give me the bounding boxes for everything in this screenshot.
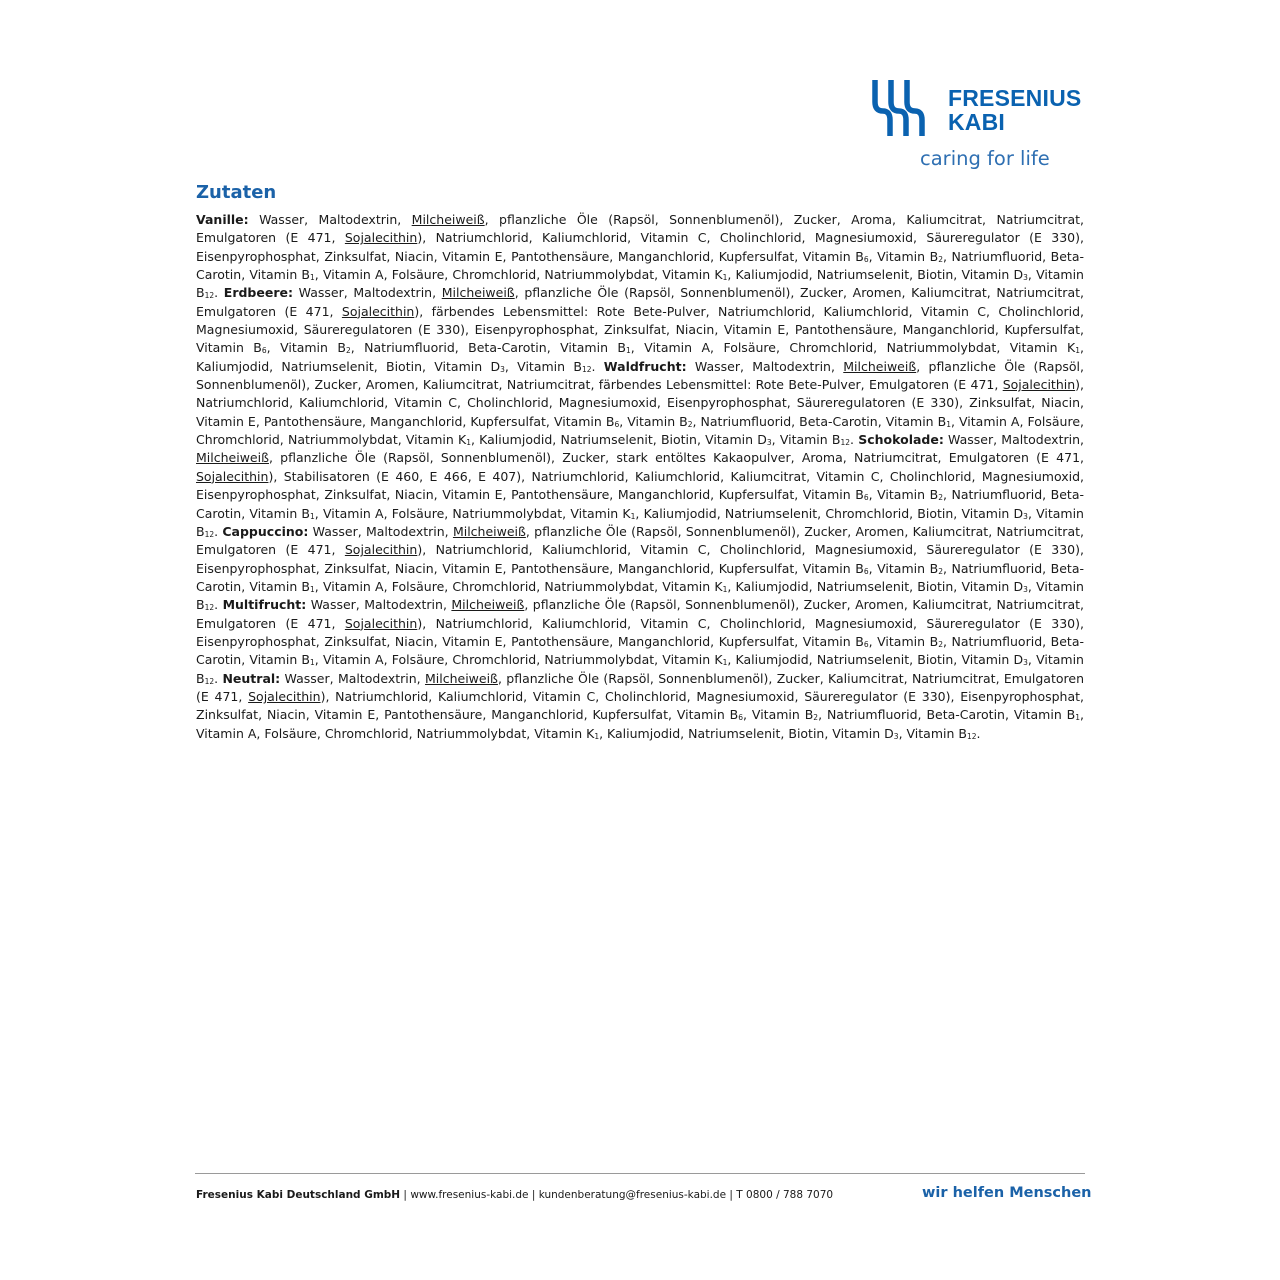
allergen: Sojalecithin xyxy=(1002,377,1076,393)
vitamin-subscript: 12 xyxy=(204,676,215,686)
brand-line-2: KABI xyxy=(948,109,1006,135)
allergen: Milcheiweiß xyxy=(196,450,269,466)
vitamin-subscript: 6 xyxy=(863,254,869,264)
vitamin-subscript: 6 xyxy=(261,346,267,356)
allergen: Sojalecithin xyxy=(248,688,321,704)
vitamin-subscript: 12 xyxy=(204,529,215,539)
fresenius-kabi-wave-icon xyxy=(870,78,930,138)
allergen: Milcheiweiß xyxy=(441,285,515,301)
vitamin-subscript: 2 xyxy=(938,493,943,503)
allergen: Milcheiweiß xyxy=(424,670,498,686)
brand-tagline: caring for life xyxy=(920,147,1050,170)
ingredients-text: Vanille: Wasser, Maltodextrin, Milcheiweiß, pflanzliche Öle (Rapsöl, Sonnenblumenöl), Zucker, Aroma, Kaliumcitrat, Natriumcitrat, Emulgatoren (E 471, Sojalecithin), Natriumchlorid, Kaliumchlorid, Vitamin C, Cholinchlorid, Magnesiumoxid, Säureregulator (E 330), Eisenpyrophosphat, Zinksulfat, Niacin, Vitamin E, Pantothensäure, Manganchlorid, Kupfersulfat, Vitamin $B_6$, Vitamin $B_2$, Natriumfluorid, Beta-Carotin, Vitamin $B_1$, Vitamin A, Folsäure, Chromchlorid, Natriummolybdat, Vitamin $K_1$, Kaliumjodid, Natriumselenit, Biotin, Vitamin $D_3$, Vitamin $B_{12}$. Erdbeere: Wasser, Maltodextrin, Milcheiweiß, pflanzliche Öle (Rapsöl, Sonnenblumenöl), Zucker, Aromen, Kaliumcitrat, Natriumcitrat, Emulgatoren (E 471, Sojalecithin), färbendes Lebensmittel: Rote Bete-Pulver, Natriumchlorid, Kaliumchlorid, Vitamin C, Cholinchlorid, Magnesiumoxid, Säureregulatoren (E 330), Eisenpyrophosphat, Zinksulfat, Niacin, Vitamin E, Pantothensäure, Manganchlorid, Kupfersulfat, Vitamin $B_6$, Vitamin $B_2$, Natriumfluorid, Beta-Carotin, Vitamin $B_1$, Vitamin A, Folsäure, Chromchlorid, Natriummolybdat, Vitamin $K_1$, Kaliumjodid, Natriumselenit, Biotin, Vitamin $D_3$, Vitamin $B_{12}$. Waldfrucht: Wasser, Maltodextrin, Milcheiweiß, pflanzliche Öle (Rapsöl, Sonnenblumenöl), Zucker, Aromen, Kaliumcitrat, Natriumcitrat, färbendes Lebensmittel: Rote Bete-Pulver, Emulgatoren (E 471, Sojalecithin), Natriumchlorid, Kaliumchlorid, Vitamin C, Cholinchlorid, Magnesiumoxid, Eisenpyrophosphat, Säureregulatoren (E 330), Zinksulfat, Niacin, Vitamin E, Pantothensäure, Manganchlorid, Kupfersulfat, Vitamin $B_6$, Vitamin $B_2$, Natriumfluorid, Beta-Carotin, Vitamin $B_1$, Vitamin A, Folsäure, Chromchlorid, Natriummolybdat, Vitamin $K_1$, Kaliumjodid, Natriumselenit, Biotin, Vitamin $D_3$, Vitamin $B_{12}$. Schokolade: Wasser, Maltodextrin, Milcheiweiß, pflanzliche Öle (Rapsöl, Sonnenblumenöl), Zucker, stark entöltes Kakaopulver, Aroma, Natriumcitrat, Emulgatoren (E 471, Sojalecithin), Stabilisatoren (E 460, E 466, E 407), Natriumchlorid, Kaliumchlorid, Kaliumcitrat, Vitamin C, Cholinchlorid, Magnesiumoxid, Eisenpyrophosphat, Zinksulfat, Niacin, Vitamin E, Pantothensäure, Manganchlorid, Kupfersulfat, Vitamin $B_6$, Vitamin $B_2$, Natriumfluorid, Beta-Carotin, Vitamin $B_1$, Vitamin A, Folsäure, Natriummolybdat, Vitamin $K_1$, Kaliumjodid, Natriumselenit, Chromchlorid, Biotin, Vitamin $D_3$, Vitamin $B_{12}$. Cappuccino: Wasser, Maltodextrin, Milcheiweiß, pflanzliche Öle (Rapsöl, Sonnenblumenöl), Zucker, Aromen, Kaliumcitrat, Natriumcitrat, Emulgatoren (E 471, Sojalecithin), Natriumchlorid, Kaliumchlorid, Vitamin C, Cholinchlorid, Magnesiumoxid, Säureregulator (E 330), Eisenpyrophosphat, Zinksulfat, Niacin, Vitamin E, Pantothensäure, Manganchlorid, Kupfersulfat, Vitamin $B_6$, Vitamin $B_2$, Natriumfluorid, Beta-Carotin, Vitamin $B_1$, Vitamin A, Folsäure, Chromchlorid, Natriummolybdat, Vitamin $K_1$, Kaliumjodid, Natriumselenit, Biotin, Vitamin $D_3$, Vitamin $B_{12}$. Multifrucht: Wasser, Maltodextrin, Milcheiweiß, pflanzliche Öle (Rapsöl, Sonnenblumenöl), Zucker, Aromen, Kaliumcitrat, Natriumcitrat, Emulgatoren (E 471, Sojalecithin), Natriumchlorid, Kaliumchlorid, Vitamin C, Cholinchlorid, Magnesiumoxid, Säureregulator (E 330), Eisenpyrophosphat, Zinksulfat, Niacin, Vitamin E, Pantothensäure, Manganchlorid, Kupfersulfat, Vitamin $B_6$, Vitamin $B_2$, Natriumfluorid, Beta-Carotin, Vitamin $B_1$, Vitamin A, Folsäure, Chromchlorid, Natriummolybdat, Vitamin $K_1$, Kaliumjodid, Natriumselenit, Biotin, Vitamin $D_3$, Vitamin $B_{12}$. Neutral: Wasser, Maltodextrin, Milcheiweiß, pflanzliche Öle (Rapsöl, Sonnenblumenöl), Zucker, Kaliumcitrat, Natriumcitrat, Emulgatoren (E 471, Sojalecithin), Natriumchlorid, Kaliumchlorid, Vitamin C, Cholinchlorid, Magnesiumoxid, Säureregulator (E 330), Eisenpyrophosphat, Zinksulfat, Niacin, Vitamin E, Pantothensäure, Manganchlorid, Kupfersulfat, Vitamin $B_6$, Vitamin $B_2$, Natriumfluorid, Beta-Carotin, Vitamin $B_1$, Vitamin A, Folsäure, Chromchlorid, Natriummolybdat, Vitamin $K_1$, Kaliumjodid, Natriumselenit, Biotin, Vitamin $D_3$, Vitamin $B_{12}$. xyxy=(196,212,1084,741)
footer-slogan: wir helfen Menschen xyxy=(922,1185,1092,1201)
vitamin-subscript: 1 xyxy=(310,511,315,521)
vitamin-subscript: 2 xyxy=(938,254,943,264)
vitamin-subscript: 6 xyxy=(614,419,620,429)
flavour-name: Cappuccino: xyxy=(222,523,309,539)
vitamin-subscript: 3 xyxy=(766,438,772,448)
vitamin-subscript: 3 xyxy=(1023,658,1028,668)
footer-divider xyxy=(195,1173,1085,1174)
vitamin-subscript: 3 xyxy=(500,364,505,374)
flavour-name: Multifrucht: xyxy=(222,597,307,613)
footer-website: www.fresenius-kabi.de xyxy=(410,1189,529,1201)
vitamin-subscript: 3 xyxy=(1023,273,1028,283)
allergen: Milcheiweiß xyxy=(451,597,525,613)
vitamin-subscript: 6 xyxy=(738,713,744,723)
vitamin-subscript: 3 xyxy=(1023,584,1028,594)
footer-separator: | xyxy=(726,1189,737,1201)
vitamin-subscript: 1 xyxy=(626,346,631,356)
brand-line-1: FRESENIUS xyxy=(948,85,1082,111)
allergen: Sojalecithin xyxy=(344,230,418,246)
vitamin-subscript: 1 xyxy=(310,273,315,283)
vitamin-subscript: 1 xyxy=(310,658,315,668)
flavour-name: Vanille: xyxy=(196,212,249,227)
footer-separator: | xyxy=(528,1189,539,1201)
vitamin-subscript: 12 xyxy=(966,731,977,741)
footer-separator: | xyxy=(400,1189,411,1201)
fresenius-kabi-logo xyxy=(870,78,1086,174)
flavour-name: Erdbeere: xyxy=(223,285,293,301)
allergen: Milcheiweiß xyxy=(452,523,526,539)
allergen: Sojalecithin xyxy=(344,542,418,558)
vitamin-subscript: 1 xyxy=(1075,713,1081,723)
vitamin-subscript: 1 xyxy=(722,273,728,283)
vitamin-subscript: 1 xyxy=(722,658,728,668)
vitamin-subscript: 6 xyxy=(863,493,869,503)
vitamin-subscript: 12 xyxy=(204,291,215,301)
brand-name xyxy=(948,86,1081,134)
flavour-name: Neutral: xyxy=(222,670,281,686)
vitamin-subscript: 12 xyxy=(840,438,851,448)
vitamin-subscript: 1 xyxy=(310,584,315,594)
vitamin-subscript: 1 xyxy=(466,438,471,448)
allergen: Sojalecithin xyxy=(341,303,415,319)
footer-phone: T 0800 / 788 7070 xyxy=(736,1189,834,1201)
page-title: Zutaten xyxy=(196,182,277,203)
vitamin-subscript: 1 xyxy=(630,511,636,521)
vitamin-subscript: 12 xyxy=(581,364,592,374)
vitamin-subscript: 1 xyxy=(594,731,600,741)
allergen: Milcheiweiß xyxy=(411,212,485,227)
vitamin-subscript: 1 xyxy=(722,584,728,594)
vitamin-subscript: 6 xyxy=(863,566,869,576)
vitamin-subscript: 2 xyxy=(687,419,693,429)
vitamin-subscript: 2 xyxy=(345,346,351,356)
footer-email: kundenberatung@fresenius-kabi.de xyxy=(538,1189,727,1201)
vitamin-subscript: 3 xyxy=(893,731,899,741)
footer-contact xyxy=(196,1189,833,1201)
flavour-name: Schokolade: xyxy=(858,432,944,448)
vitamin-subscript: 1 xyxy=(1075,346,1081,356)
vitamin-subscript: 2 xyxy=(938,639,943,649)
vitamin-subscript: 6 xyxy=(863,639,869,649)
vitamin-subscript: 2 xyxy=(813,713,819,723)
vitamin-subscript: 2 xyxy=(938,566,943,576)
footer-company: Fresenius Kabi Deutschland GmbH xyxy=(196,1189,401,1201)
vitamin-subscript: 12 xyxy=(204,603,215,613)
vitamin-subscript: 3 xyxy=(1023,511,1028,521)
allergen: Milcheiweiß xyxy=(843,358,917,374)
allergen: Sojalecithin xyxy=(196,468,269,484)
allergen: Sojalecithin xyxy=(344,615,418,631)
vitamin-subscript: 1 xyxy=(946,419,951,429)
flavour-name: Waldfrucht: xyxy=(603,358,687,374)
